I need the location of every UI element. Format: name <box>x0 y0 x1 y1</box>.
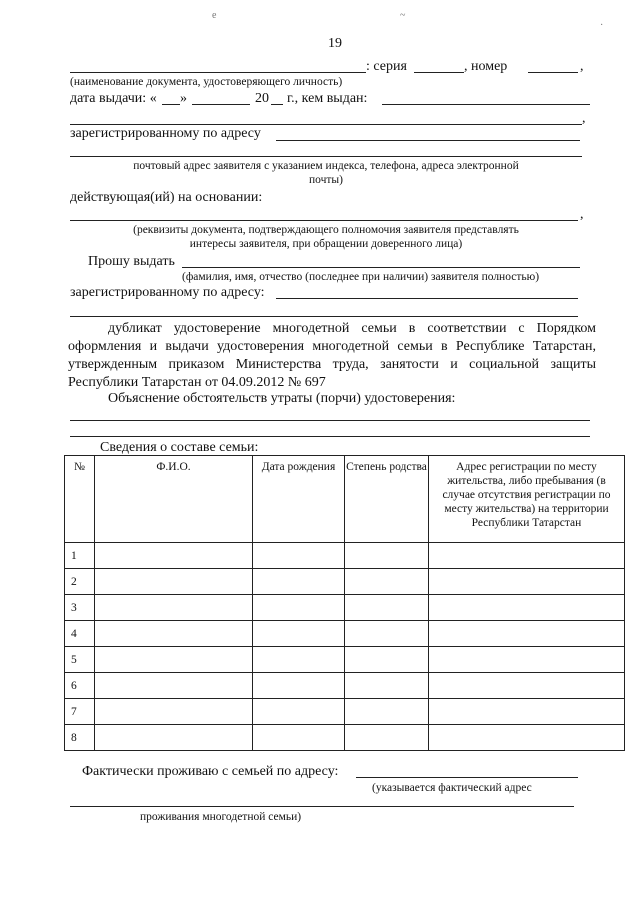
birth-date-cell[interactable] <box>253 699 345 725</box>
series-label: : серия <box>366 59 407 74</box>
col-fio: Ф.И.О. <box>95 456 253 543</box>
col-birth-date: Дата рождения <box>253 456 345 543</box>
comma: , <box>580 207 584 222</box>
row-number: 5 <box>65 647 95 673</box>
issued-by-field[interactable] <box>382 104 590 105</box>
issued-by-continuation-field[interactable] <box>70 124 582 125</box>
table-row <box>65 595 625 621</box>
row-number: 4 <box>65 621 95 647</box>
fio-cell[interactable] <box>95 595 253 621</box>
kinship-cell[interactable] <box>345 569 429 595</box>
issue-year-field[interactable] <box>271 104 283 105</box>
table-row <box>65 569 625 595</box>
address-cell[interactable] <box>429 595 625 621</box>
address-cell[interactable] <box>429 699 625 725</box>
loss-explanation-label: Объяснение обстоятельств утраты (порчи) удостоверения: <box>108 391 456 406</box>
comma: , <box>582 111 586 126</box>
kinship-cell[interactable] <box>345 647 429 673</box>
comma: , <box>580 59 584 74</box>
table-header-row <box>65 456 625 543</box>
scan-mark: ~ <box>400 10 406 21</box>
registered-address-field[interactable] <box>276 140 580 141</box>
fio-cell[interactable] <box>95 673 253 699</box>
address-cell[interactable] <box>429 621 625 647</box>
page-number: 19 <box>328 36 342 51</box>
table-row <box>65 725 625 751</box>
table-row <box>65 673 625 699</box>
row-number: 1 <box>65 543 95 569</box>
actual-residence-field[interactable] <box>356 777 578 778</box>
fio-cell[interactable] <box>95 569 253 595</box>
scan-mark: е <box>212 10 217 21</box>
authority-caption: (реквизиты документа, подтверждающего полномочия заявителя представлять <box>133 224 519 236</box>
authority-document-field[interactable] <box>70 220 578 221</box>
col-kinship: Степень родства <box>345 456 429 543</box>
family-heading: Сведения о составе семьи: <box>100 440 259 455</box>
birth-date-cell[interactable] <box>253 725 345 751</box>
kinship-cell[interactable] <box>345 699 429 725</box>
col-address: Адрес регистрации по месту жительства, либо пребывания (в случае отсутствия регистрации по месту жительства) на территории Республики Татарстан <box>429 456 625 543</box>
registered-address-label-2: зарегистрированному по адресу: <box>70 285 265 300</box>
registered-address-label: зарегистрированному по адресу <box>70 126 261 141</box>
scan-mark: · <box>600 20 604 31</box>
number-label: , номер <box>464 59 508 74</box>
authority-caption-cont: интересы заявителя, при обращении доверенного лица) <box>189 238 463 250</box>
address-cell[interactable] <box>429 569 625 595</box>
postal-address-caption-cont: почты) <box>309 174 343 186</box>
address-cell[interactable] <box>429 543 625 569</box>
kinship-cell[interactable] <box>345 595 429 621</box>
family-table <box>64 455 625 751</box>
loss-explanation-field-2[interactable] <box>70 436 590 437</box>
birth-date-cell[interactable] <box>253 621 345 647</box>
issue-date-label: дата выдачи: « <box>70 91 157 106</box>
actual-residence-label: Фактически проживаю с семьей по адресу: <box>82 764 339 779</box>
duplicate-paragraph <box>68 320 596 392</box>
table-row <box>65 543 625 569</box>
postal-address-field[interactable] <box>70 156 582 157</box>
row-number: 3 <box>65 595 95 621</box>
document-name-field[interactable] <box>70 72 366 73</box>
number-field[interactable] <box>528 72 578 73</box>
birth-date-cell[interactable] <box>253 595 345 621</box>
issue-month-field[interactable] <box>192 104 250 105</box>
issue-day-field[interactable] <box>162 104 180 105</box>
table-row <box>65 647 625 673</box>
issued-by-label: г., кем выдан: <box>287 91 368 106</box>
row-number: 8 <box>65 725 95 751</box>
row-number: 2 <box>65 569 95 595</box>
applicant-fio-field[interactable] <box>182 267 580 268</box>
table-row <box>65 699 625 725</box>
actual-residence-caption: (указывается фактический адрес <box>372 782 532 794</box>
registered-address-field-2[interactable] <box>276 298 578 299</box>
series-field[interactable] <box>414 72 464 73</box>
fio-caption: (фамилия, имя, отчество (последнее при наличии) заявителя полностью) <box>182 271 540 283</box>
col-number: № <box>65 456 95 543</box>
address-cell[interactable] <box>429 647 625 673</box>
birth-date-cell[interactable] <box>253 647 345 673</box>
postal-address-caption: почтовый адрес заявителя с указанием индекса, телефона, адреса электронной <box>133 160 519 172</box>
kinship-cell[interactable] <box>345 543 429 569</box>
document-caption: (наименование документа, удостоверяющего личность) <box>70 76 343 88</box>
registered-address-continuation-field[interactable] <box>70 316 578 317</box>
row-number: 6 <box>65 673 95 699</box>
fio-cell[interactable] <box>95 725 253 751</box>
fio-cell[interactable] <box>95 621 253 647</box>
birth-date-cell[interactable] <box>253 673 345 699</box>
quote-close: » <box>180 91 187 106</box>
row-number: 7 <box>65 699 95 725</box>
address-cell[interactable] <box>429 725 625 751</box>
address-cell[interactable] <box>429 673 625 699</box>
loss-explanation-field-1[interactable] <box>70 420 590 421</box>
kinship-cell[interactable] <box>345 673 429 699</box>
birth-date-cell[interactable] <box>253 569 345 595</box>
kinship-cell[interactable] <box>345 725 429 751</box>
duplicate-paragraph-text: дубликат удостоверение многодетной семьи в соответствии с Порядком оформления и выдачи удостоверения многодетной семьи в Республике Татарстан, утвержденным приказом Министерства труда, занятости и социальной защиты Республики Татарстан от 04.09.2012 № 697 <box>68 321 596 390</box>
request-label: Прошу выдать <box>88 254 175 269</box>
table-row <box>65 621 625 647</box>
actual-residence-continuation-field[interactable] <box>70 806 574 807</box>
birth-date-cell[interactable] <box>253 543 345 569</box>
fio-cell[interactable] <box>95 699 253 725</box>
fio-cell[interactable] <box>95 647 253 673</box>
actual-residence-caption-cont: проживания многодетной семьи) <box>140 811 302 823</box>
acting-basis-label: действующая(ий) на основании: <box>70 190 263 205</box>
kinship-cell[interactable] <box>345 621 429 647</box>
fio-cell[interactable] <box>95 543 253 569</box>
year-prefix: 20 <box>255 91 269 106</box>
